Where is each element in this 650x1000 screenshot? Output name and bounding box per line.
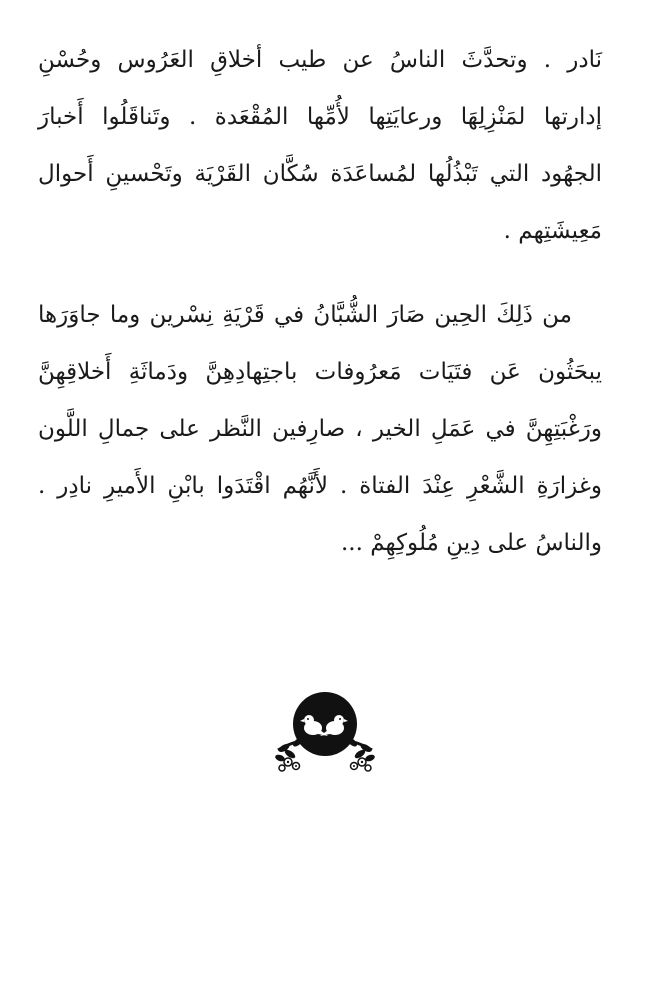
text-line: والناسُ على دِينِ مُلُوكِهِمْ ... [340, 530, 602, 556]
page-text [38, 32, 602, 572]
text-line: وغزارَةِ الشَّعْرِ عِنْدَ الفتاة . لأَنَّهُم اقْتَدَوا بابْنِ الأَميرِ نادِر . [38, 473, 602, 499]
birds-ornament-icon [270, 688, 380, 780]
paragraph-2 [38, 287, 602, 572]
text-line: مَعِيشَتِهم . [503, 218, 602, 244]
paragraph-1 [38, 32, 602, 260]
text-line: يبحَثُون عَن فتَيَات مَعرُوفات باجتِهادِهِنَّ ودَماثَةِ أَخلاقِهِنَّ [38, 359, 602, 385]
text-line: الجهُود التي تَبْذُلُها لمُساعَدَة سُكَّان القَرْيَة وتَحْسينِ أَحوال [38, 161, 602, 187]
text-line: نَادر . وتحدَّثَ الناسُ عن طيب أخلاقِ العَرُوس وحُسْنِ [38, 47, 602, 73]
text-line: ورَغْبَتِهِنَّ في عَمَلِ الخير ، صارِفين النَّظر على جمالِ اللَّون [38, 416, 602, 442]
text-line: إدارتها لمَنْزِلِهَا ورعايَتِها لأُمِّها المُقْعَدة . وتَناقَلُوا أَخبارَ [38, 104, 602, 130]
paragraph-spacer [38, 260, 602, 287]
text-line: من ذَلِكَ الحِين صَارَ الشُّبَّانُ في قَرْيَةِ نِسْرين وما جاوَرَها [38, 302, 572, 328]
